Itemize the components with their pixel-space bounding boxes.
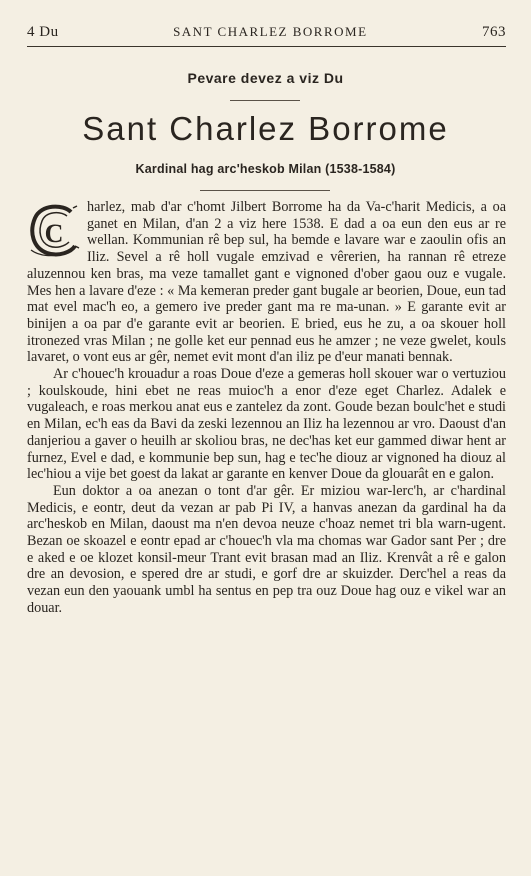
pretitle-rule: [230, 100, 300, 101]
running-header: [27, 24, 506, 41]
paragraph-1-text: harlez, mab d'ar c'homt Jilbert Borrome ha da Va-c'harit Medicis, a oa ganet en Milan, d'an 2 a viz here 1538. E dad a oa eun den eus ar re wellan. Kommunian rê bep sul, ha bemde e lavare war e zaoulin ofis an Iliz. Sevel a rê holl vugale emzivad e vêrerien, ha rannan rê etreze aluzennou ken bras, ma veze tamallet gant e vignoned d'ober gaou ouz e vugale. Mes hen a lavare d'eze : « Ma kemeran preder gant bugale ar beorien, Doue, eun tad mat evel mac'h eo, a gemero ive preder gant ma re ma-unan. » E garante evit ar binijen a oa par d'e garante evit ar beorien. E bried, eus he zu, a oa skouer holl itronezed vras Milan ; ne golle ket eur pennad eus he amzer ; ne veze gwelet, kouls lavaret, o vont eus ar gêr, nemet evit mont d'an iliz pe d'eur manati bennak.: [27, 199, 506, 366]
chapter-title: Sant Charlez Borrome: [82, 110, 449, 147]
dropcap-letter: C: [44, 219, 64, 248]
ornamental-dropcap-icon: [27, 202, 81, 258]
header-rule: [27, 46, 506, 47]
section-pretitle: Pevare devez a viz Du: [187, 70, 344, 86]
running-title: SANT CHARLEZ BORROME: [173, 24, 368, 39]
page-number: 763: [481, 24, 506, 40]
paragraph-3: Eun doktor a oa anezan o tont d'ar gêr. Er miziou war-lerc'h, ar c'hardinal Medicis, e eontr, deut da vezan ar pab Pi IV, a hanvas anezan da gardinal ha da arc'heskob en Milan, daoust ma n'en devoa neuze c'hoaz nemet tri bla warn-ugent. Bezan oe skoazel e eontr epad ar c'houec'h vla ma chomas war Gador sant Per ; dre e aked e oe klozet konsil-meur Trant evit brasan mad an Iliz. Krenvât a rê e galon dre an devosion, e spered dre ar studi, e gorf dre ar skuizder. Derc'hel a reas da vezan eun den yaouank umbl ha sentus en pep tra ouz Doue hag ouz e vikel war an douar.: [27, 482, 506, 616]
chapter-subtitle: Kardinal hag arc'heskob Milan (1538-1584): [135, 162, 396, 176]
paragraph-1: [27, 199, 506, 366]
paragraph-2: Ar c'houec'h krouadur a roas Doue d'eze a gemeras holl skouer war o vertuziou ; koulskoude, hini ebet ne reas muioc'h a enor d'eze eget Charlez. Adalek e vugaleach, e roas merkou anat eus e zantelez da zont. Goude bezan boulc'het e studi en Milan, ec'h eas da Bavi da zeski lezennou an Iliz ha lezennou ar vro. Daoust d'an danjeriou a gaver o heuilh ar skoliou bras, ne dec'has ket eur gammed diwar hent ar furnez, Evel e dad, e kommunie bep sun, hag e tec'he diouz ar vignoned ha diouz al lec'hiou a vije bet goest da lakat ar garante en kenver Doue da glouarât en e galon.: [27, 366, 506, 483]
body-text: [27, 199, 506, 617]
header-left: 4 Du: [27, 24, 59, 40]
subtitle-rule: [200, 190, 330, 191]
